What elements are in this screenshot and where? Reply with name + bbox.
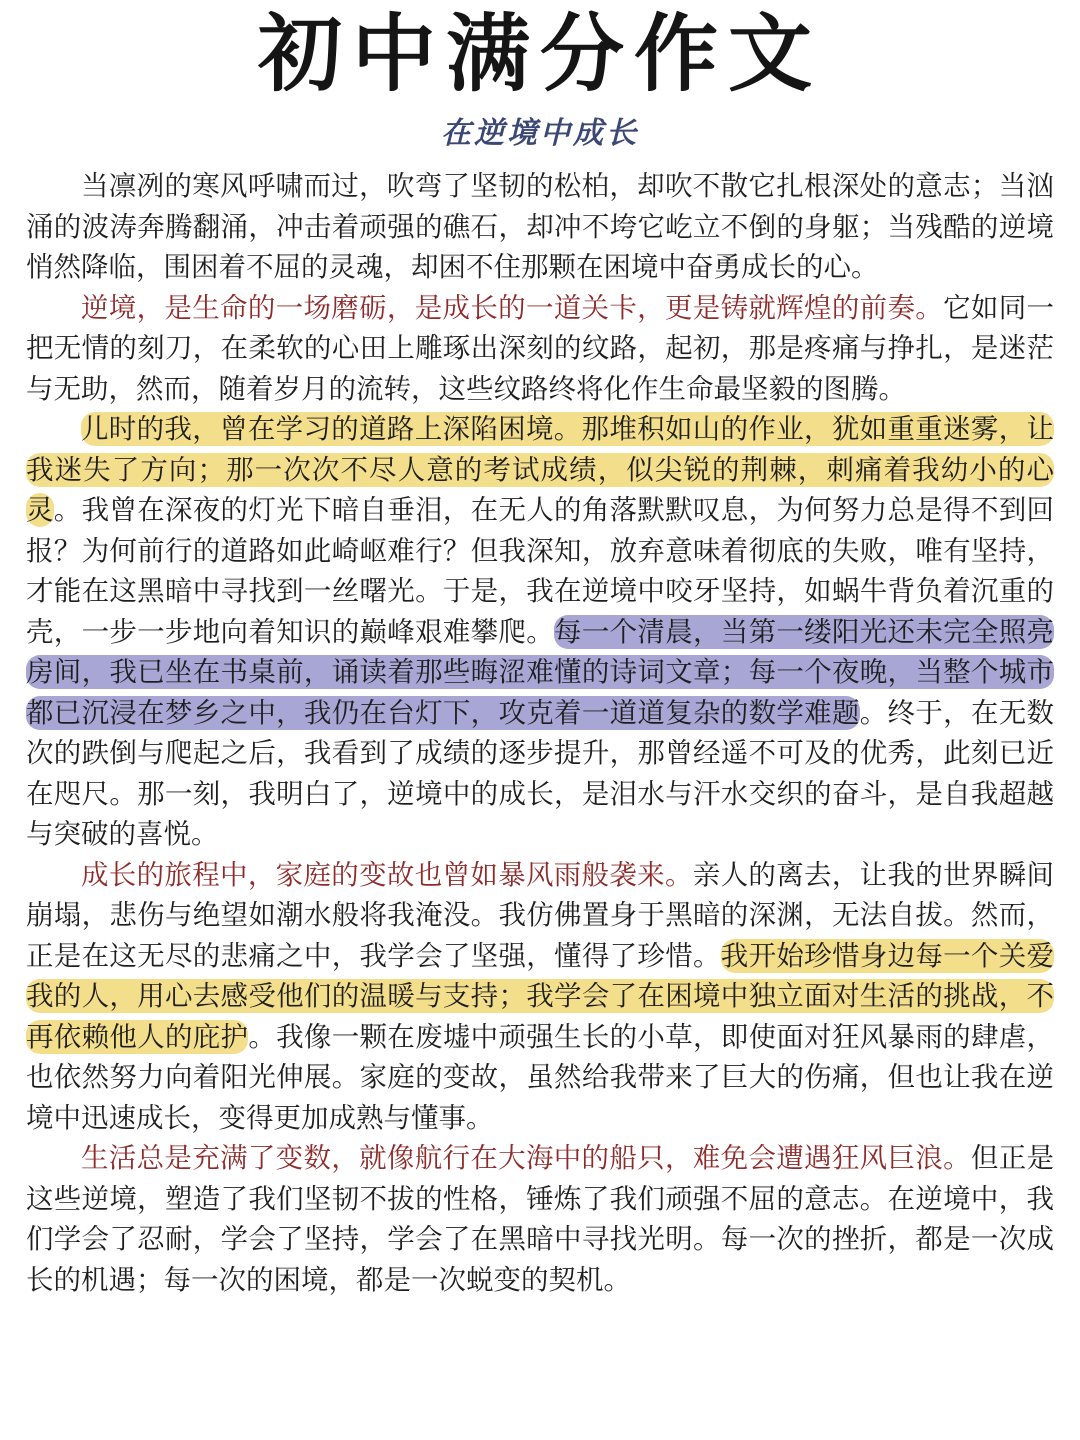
purple-highlight-text: 每一个清晨，当第一缕阳光还未完全照亮房间，我已坐在书桌前，诵读着那些晦涩难懂的诗词文章；每一个夜晚，当整个城市都已沉浸在梦乡之中，我仍在台灯下，攻克着一道道复杂的数学难题 (26, 615, 1055, 729)
text-run: 。终于，在无数次的跌倒与爬起之后，我看到了成绩的逐步提升，那曾经遥不可及的优秀，此刻已近在咫尺。那一刻，我明白了，逆境中的成长，是泪水与汗水交织的奋斗，是自我超越与突破的喜悦。 (26, 696, 1054, 850)
red-emphasis-text: 生活总是充满了变数，就像航行在大海中的船只，难免会遭遇狂风巨浪。 (81, 1142, 971, 1174)
yellow-highlight-text: 儿时的我，曾在学习的道路上深陷困境。那堆积如山的作业，犹如重重迷雾，让我迷失了方向；那一次次不尽人意的考试成绩，似尖锐的荆棘，刺痛着我幼小的心灵 (26, 413, 1054, 526)
text-run: 。我像一颗在废墟中顽强生长的小草，即使面对狂风暴雨的肆虐，也依然努力向着阳光伸展。家庭的变故，虽然给我带来了巨大的伤痛，但也让我在逆境中迅速成长，变得更加成熟与懂事。 (26, 1020, 1055, 1134)
essay-paragraph-3 (26, 409, 1054, 855)
yellow-highlight-text: 我开始珍惜身边每一个关爱我的人，用心去感受他们的温暖与支持；我学会了在困境中独立面对生活的挑战，不再依赖他人的庇护 (26, 939, 1055, 1053)
text-run: 。我曾在深夜的灯光下暗自垂泪，在无人的角落默默叹息，为何努力总是得不到回报？为何前行的道路如此崎岖难行？但我深知，放弃意味着彻底的失败，唯有坚持，才能在这黑暗中寻找到一丝曙光。于是，我在逆境中咬牙坚持，如蜗牛背负着沉重的壳，一步一步地向着知识的巅峰艰难攀爬。 (26, 494, 1055, 648)
essay-paragraph-2 (26, 288, 1054, 410)
essay-paragraph-4 (26, 855, 1054, 1139)
text-run: 亲人的离去，让我的世界瞬间崩塌，悲伤与绝望如潮水般将我淹没。我仿佛置身于黑暗的深渊，无法自拔。然而，正是在这无尽的悲痛之中，我学会了坚强，懂得了珍惜。 (26, 858, 1055, 972)
text-run: 它如同一把无情的刻刀，在柔软的心田上雕琢出深刻的纹路，起初，那是疼痛与挣扎，是迷茫与无助，然而，随着岁月的流转，这些纹路终将化作生命最坚毅的图腾。 (26, 291, 1055, 405)
text-run: 但正是这些逆境，塑造了我们坚韧不拔的性格，锤炼了我们顽强不屈的意志。在逆境中，我们学会了忍耐，学会了坚持，学会了在黑暗中寻找光明。每一次的挫折，都是一次成长的机遇；每一次的困境，都是一次蜕变的契机。 (26, 1142, 1055, 1296)
essay-paragraph-1 (26, 166, 1054, 288)
essay-subtitle: 在逆境中成长 (441, 116, 639, 151)
red-emphasis-text: 逆境，是生命的一场磨砺，是成长的一道关卡，更是铸就辉煌的前奏。 (81, 291, 944, 324)
red-emphasis-text: 成长的旅程中，家庭的变故也曾如暴风雨般袭来。 (81, 858, 693, 891)
essay-paragraph-5 (26, 1138, 1054, 1300)
page-title: 初中满分作文 (257, 4, 822, 103)
essay-body (26, 166, 1054, 1300)
text-run: 当凛冽的寒风呼啸而过，吹弯了坚韧的松柏，却吹不散它扎根深处的意志；当汹涌的波涛奔腾翻涌，冲击着顽强的礁石，却冲不垮它屹立不倒的身躯；当残酷的逆境悄然降临，围困着不屈的灵魂，却困不住那颗在困境中奋勇成长的心。 (26, 170, 1054, 283)
